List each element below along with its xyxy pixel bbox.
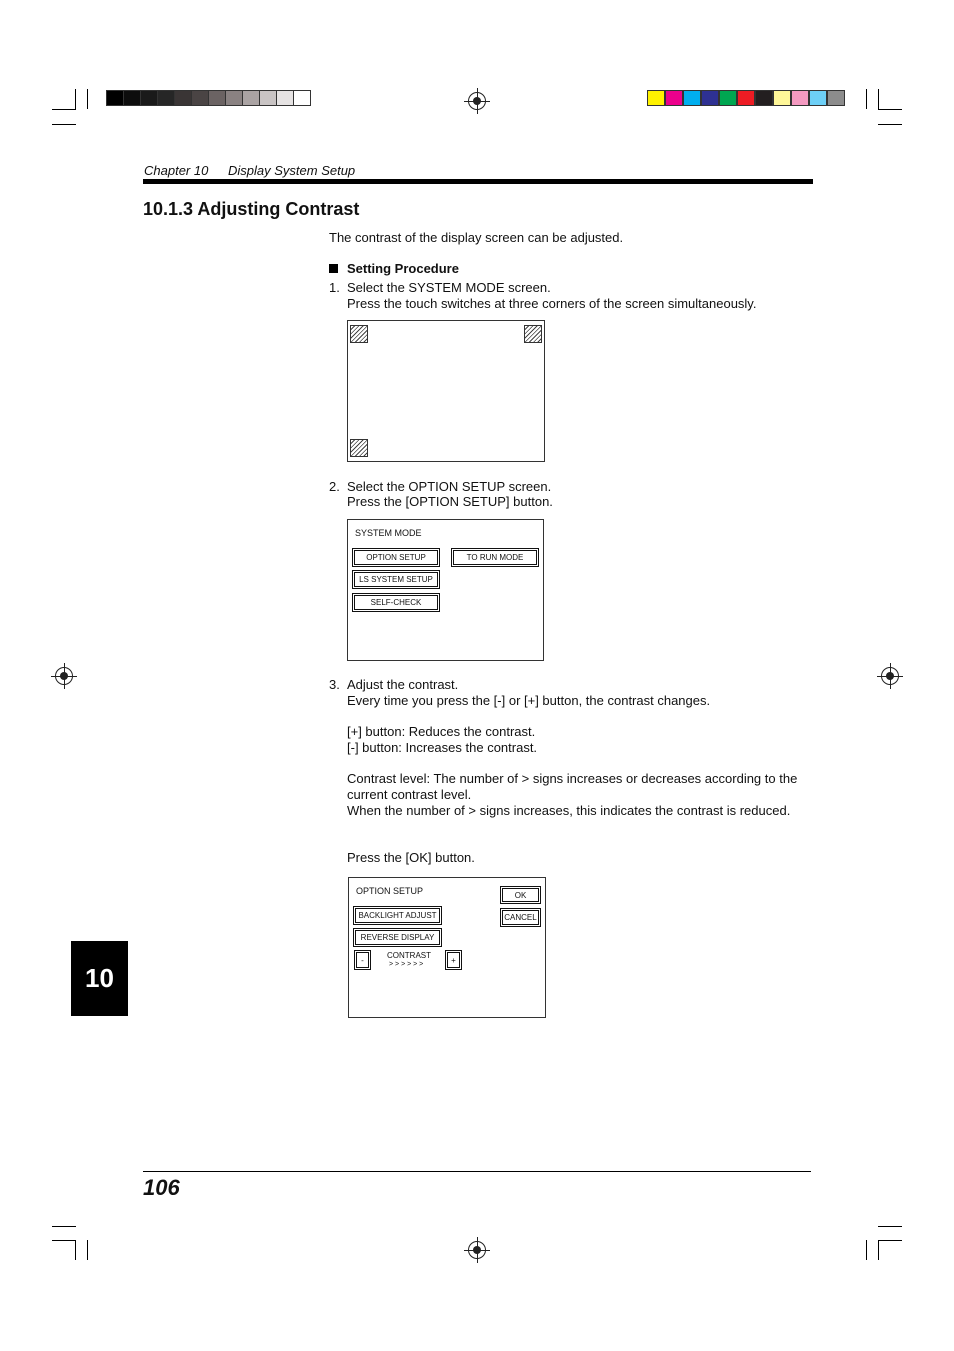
blank-screen-diagram	[347, 320, 545, 462]
chapter-tab	[71, 941, 128, 1016]
contrast-plus-button[interactable]: +	[445, 950, 462, 970]
registration-mark-icon	[55, 667, 73, 685]
crop-mark	[866, 89, 867, 109]
color-swatch	[701, 90, 719, 106]
color-swatch	[737, 90, 755, 106]
chapter-label: Chapter 10	[144, 163, 209, 178]
crop-mark	[866, 1240, 867, 1260]
backlight-adjust-button[interactable]: BACKLIGHT ADJUST	[353, 906, 442, 925]
procedure-heading: Setting Procedure	[347, 261, 459, 276]
crop-mark	[87, 89, 88, 109]
step-number: 3.	[329, 677, 340, 692]
crop-mark	[52, 109, 76, 110]
crop-mark	[75, 1240, 76, 1260]
color-swatch	[791, 90, 809, 106]
crop-mark	[878, 1226, 902, 1227]
footer-rule	[143, 1171, 811, 1172]
ok-button[interactable]: OK	[500, 886, 541, 904]
level-line1: Contrast level: The number of > signs increases or decreases according to the	[347, 771, 798, 786]
color-swatch	[259, 90, 277, 106]
crop-mark	[75, 89, 76, 109]
minus-note: [-] button: Increases the contrast.	[347, 740, 538, 755]
bullet-square-icon	[329, 264, 338, 273]
color-swatch	[773, 90, 791, 106]
color-swatch	[242, 90, 260, 106]
registration-mark-icon	[468, 1241, 486, 1259]
step1-line1: Select the SYSTEM MODE screen.	[347, 280, 551, 295]
page-number: 106	[143, 1175, 180, 1200]
chapter-tab-number: 10	[85, 963, 114, 993]
crop-mark	[52, 124, 76, 125]
step-number: 2.	[329, 479, 340, 494]
color-swatch	[809, 90, 827, 106]
step1-line2: Press the touch switches at three corners of the screen simultaneously.	[347, 296, 757, 311]
step-number: 1.	[329, 280, 340, 295]
color-swatch	[276, 90, 294, 106]
section-title: 10.1.3 Adjusting Contrast	[143, 199, 360, 219]
ls-system-setup-button[interactable]: LS SYSTEM SETUP	[352, 570, 440, 589]
intro-text: The contrast of the display screen can be adjusted.	[329, 230, 624, 245]
crop-mark	[878, 1240, 879, 1260]
crop-mark	[878, 124, 902, 125]
level-line2: current contrast level.	[347, 787, 472, 802]
self-check-button[interactable]: SELF-CHECK	[352, 593, 440, 612]
step2-line2: Press the [OPTION SETUP] button.	[347, 494, 553, 509]
crop-mark	[878, 89, 879, 109]
option-setup-button[interactable]: OPTION SETUP	[352, 548, 440, 567]
contrast-level: > > > > > >	[389, 961, 424, 968]
color-swatch	[140, 90, 158, 106]
top-left-touch-corner[interactable]	[350, 325, 368, 343]
color-swatch	[293, 90, 311, 106]
registration-mark-icon	[881, 667, 899, 685]
chapter-title: Display System Setup	[228, 163, 356, 178]
color-swatch	[106, 90, 124, 106]
color-swatch	[191, 90, 209, 106]
step2-line1: Select the OPTION SETUP screen.	[347, 479, 552, 494]
crop-mark	[52, 1226, 76, 1227]
registration-mark-icon	[468, 92, 486, 110]
level-line3: When the number of > signs increases, this indicates the contrast is reduced.	[347, 803, 791, 818]
color-swatch	[208, 90, 226, 106]
color-swatch	[225, 90, 243, 106]
option-setup-screen	[348, 877, 546, 1018]
system-mode-screen	[347, 519, 544, 661]
screen-title: OPTION SETUP	[356, 886, 424, 896]
contrast-label: CONTRAST	[387, 951, 431, 960]
color-swatch	[174, 90, 192, 106]
step3-line1: Adjust the contrast.	[347, 677, 459, 692]
color-swatch	[123, 90, 141, 106]
crop-mark	[52, 1240, 76, 1241]
step3-line2: Every time you press the [-] or [+] button, the contrast changes.	[347, 693, 711, 708]
contrast-minus-button[interactable]: -	[354, 950, 371, 970]
color-swatch	[683, 90, 701, 106]
crop-mark	[87, 1240, 88, 1260]
crop-mark	[878, 109, 902, 110]
color-swatch	[157, 90, 175, 106]
crop-mark	[878, 1240, 902, 1241]
press-ok-text: Press the [OK] button.	[347, 850, 475, 865]
color-swatch	[665, 90, 683, 106]
to-run-mode-button[interactable]: TO RUN MODE	[451, 548, 539, 567]
plus-note: [+] button: Reduces the contrast.	[347, 724, 536, 739]
bottom-left-touch-corner[interactable]	[350, 439, 368, 457]
color-swatch	[719, 90, 737, 106]
screen-title: SYSTEM MODE	[355, 528, 422, 538]
color-swatch	[827, 90, 845, 106]
reverse-display-button[interactable]: REVERSE DISPLAY	[353, 928, 442, 947]
top-right-touch-corner[interactable]	[524, 325, 542, 343]
color-swatch	[755, 90, 773, 106]
header-rule	[143, 179, 813, 184]
cancel-button[interactable]: CANCEL	[500, 908, 541, 927]
color-swatch	[647, 90, 665, 106]
